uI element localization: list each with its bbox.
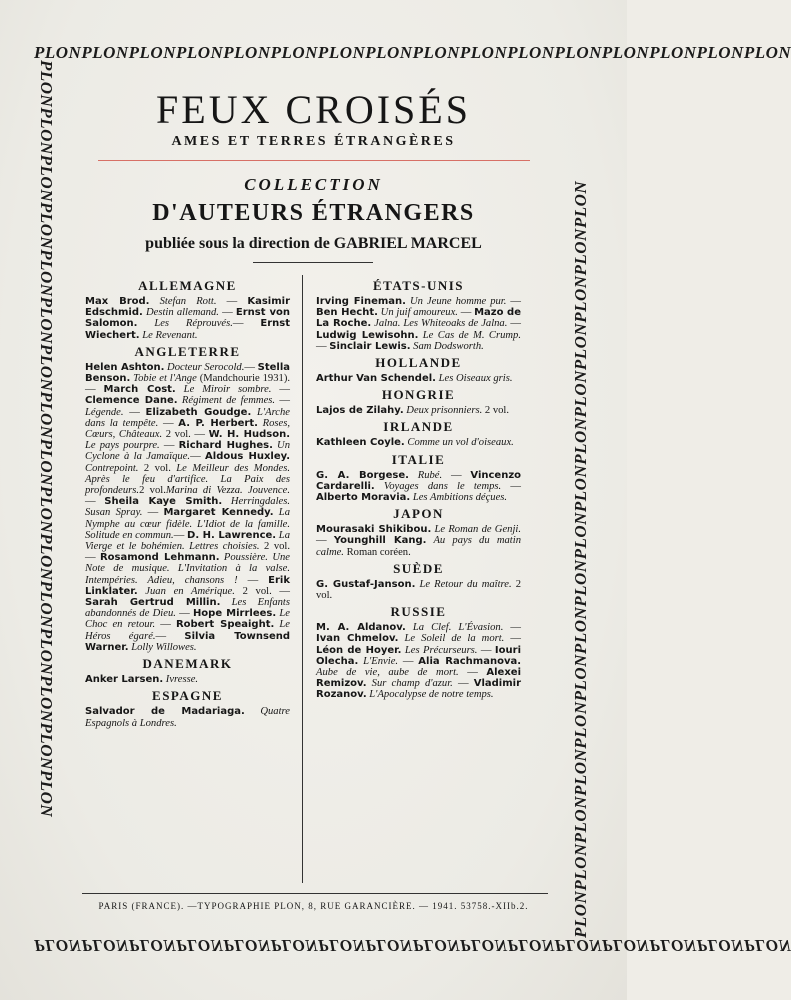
author-name: G. A. Borgese.: [316, 469, 409, 481]
work-title: L'Arche dans la tempête.: [85, 406, 291, 429]
work-title: Poussière. Une Note de musique. L'Invitation à la valse. Intempéries. Adieu, chansons !: [85, 552, 290, 586]
author-name: Anker Larsen.: [85, 674, 164, 686]
separator: —: [123, 406, 146, 418]
work-title: Destin allemand.: [142, 307, 219, 319]
work-title: Le Héros égaré.: [85, 619, 290, 642]
separator: —: [506, 296, 521, 307]
author-name: Stella Benson.: [85, 361, 290, 385]
work-title: Un juif amoureux.: [377, 307, 458, 319]
column-divider: [302, 275, 303, 883]
work-title: Contrepoint.: [85, 462, 139, 474]
author-name: Kasimir Edschmid.: [85, 296, 290, 319]
separator: —: [507, 318, 521, 330]
author-name: Ivan Chmelov.: [316, 633, 399, 645]
catalog-entry: [316, 622, 521, 700]
author-name: Rosamond Lehmann.: [99, 552, 220, 564]
separator: —: [442, 469, 471, 481]
work-title: Deux prisonniers.: [403, 405, 483, 417]
work-title: Lolly Willowes.: [128, 641, 197, 653]
country-heading: ITALIE: [391, 451, 446, 467]
separator: —: [216, 296, 248, 307]
separator: 2 vol.: [482, 405, 510, 417]
printer-imprint: PARIS (FRANCE). —TYPOGRAPHIE PLON, 8, RUE GARANCIÈRE. — 1941. 53758.-XIIb.2.: [98, 901, 529, 911]
work-title: Le Revenant.: [139, 329, 198, 341]
plon-border-left: PLONPLONPLONPLONPLONPLONPLONPLONPLONPLONPLONPLONPLONPLONPLONPLON: [37, 60, 56, 818]
work-title: Un Cyclone à la Jamaïque.: [85, 440, 290, 463]
work-title: Le Miroir sombre.: [175, 384, 272, 396]
author-name: Salvador de Madariaga.: [85, 706, 245, 718]
author-name: Hope Mirrlees.: [192, 608, 277, 620]
author-name: Ernst von Salomon.: [85, 307, 291, 330]
editor-line: publiée sous la direction de GABRIEL MARCEL: [145, 235, 482, 252]
author-name: Margaret Kennedy.: [163, 507, 274, 519]
country-heading: IRLANDE: [383, 419, 454, 435]
country-heading: RUSSIE: [390, 604, 447, 620]
work-title: Les Précurseurs.: [401, 644, 478, 656]
work-title: Les Réprouvés.: [137, 318, 233, 330]
author-name: Richard Hughes.: [178, 440, 273, 452]
author-name: Iouri Olecha.: [316, 644, 521, 667]
separator: —: [155, 619, 176, 631]
separator: —: [275, 395, 291, 407]
separator: —: [316, 535, 334, 547]
work-title: Stefan Rott.: [149, 296, 217, 307]
author-name: Aldous Huxley.: [205, 451, 291, 463]
work-title: Le pays pourpre.: [85, 440, 160, 452]
work-title: La Vierge et le bohémien. Lettres choisies.: [85, 529, 290, 553]
work-title: Le Cas de M. Crump.: [418, 329, 522, 341]
author-name: Lajos de Zilahy.: [316, 405, 404, 417]
catalog-entry: [316, 296, 521, 352]
work-title: Les Oiseaux gris.: [435, 373, 513, 385]
country-heading: ALLEMAGNE: [138, 278, 237, 293]
footer-rule: [82, 893, 548, 894]
plon-border-bottom: PLONPLONPLONPLONPLONPLONPLONPLONPLONPLONPLONPLONPLONPLONPLONPLON: [34, 936, 791, 955]
work-title: Au pays du matin calme.: [316, 535, 521, 558]
work-title: Sam Dodsworth.: [410, 340, 484, 352]
country-heading: SUÈDE: [393, 560, 444, 576]
author-name: Arthur Van Schendel.: [316, 373, 436, 385]
separator: 2 vol.: [139, 485, 166, 497]
series-subtitle: AMES ET TERRES ÉTRANGÈRES: [171, 134, 456, 149]
author-name: W. H. Hudson.: [208, 429, 290, 441]
author-name: Kathleen Coyle.: [316, 437, 405, 449]
author-name: Clemence Dane.: [85, 395, 178, 407]
work-title: Herringdales. Susan Spray.: [85, 496, 290, 519]
work-title: Les Ambitions déçues.: [410, 492, 508, 504]
separator: (Mandchourie 1931). —: [85, 373, 290, 396]
country-heading: ESPAGNE: [152, 688, 223, 704]
series-title: FEUX CROISÉS: [156, 87, 471, 132]
separator: —: [237, 574, 269, 586]
country-heading: JAPON: [393, 506, 444, 522]
catalog-entry: [85, 674, 290, 685]
author-name: Alia Rachmanova.: [418, 655, 522, 667]
collection-label: COLLECTION: [244, 175, 383, 194]
separator: —: [155, 630, 185, 642]
work-title: Juan en Amérique.: [137, 585, 235, 597]
separator: 2 vol. —: [162, 429, 209, 441]
author-name: Alexei Remizov.: [316, 667, 521, 690]
author-name: Ludwig Lewisohn.: [316, 329, 419, 341]
author-name: M. A. Aldanov.: [316, 622, 406, 634]
author-name: Léon de Hoyer.: [316, 644, 402, 656]
work-title: Le Soleil de la mort.: [398, 633, 505, 645]
separator: 2 vol. —: [85, 541, 291, 564]
separator: 2 vol.: [138, 462, 177, 474]
author-name: G. Gustaf-Janson.: [316, 578, 416, 590]
author-name: A. P. Herbert.: [178, 417, 258, 429]
separator: —: [457, 307, 475, 319]
work-title: Régiment de femmes.: [177, 395, 276, 407]
separator: —: [501, 480, 521, 492]
work-title: Aube de vie, aube de mort.: [316, 667, 459, 679]
catalog-entry: [85, 296, 290, 341]
work-title: Voyages dans le temps.: [374, 480, 502, 492]
author-name: Erik Linklater.: [85, 574, 291, 597]
catalog-entry: [316, 437, 521, 448]
catalog-entry: [316, 579, 521, 601]
author-name: Sheila Kaye Smith.: [104, 496, 223, 508]
separator: Roman coréen.: [343, 546, 411, 558]
plon-border-right: PLONPLONPLONPLONPLONPLONPLONPLONPLONPLONPLONPLONPLONPLONPLONPLON: [571, 180, 590, 938]
country-heading: DANEMARK: [142, 656, 233, 672]
separator: —: [158, 417, 179, 429]
author-name: Max Brod.: [85, 296, 150, 307]
separator: 2 vol. —: [234, 585, 290, 597]
header-rule: [253, 262, 373, 263]
author-name: Irving Fineman.: [316, 296, 406, 307]
separator: —: [316, 340, 330, 352]
work-title: La Clef. L'Évasion.: [405, 622, 504, 634]
separator: —: [271, 384, 290, 396]
author-name: Ernst Wiechert.: [85, 318, 290, 341]
author-name: Silvia Townsend Warner.: [85, 630, 291, 653]
catalog-column-left: [85, 275, 290, 729]
author-name: Helen Ashton.: [85, 361, 165, 373]
separator: —: [142, 507, 164, 519]
work-title: La Nymphe au cœur fidèle. L'Idiot de la famille. Solitude en commun.: [85, 507, 290, 541]
work-title: Jalna. Les Whiteoaks de Jalna.: [371, 318, 508, 330]
work-title: Le Meilleur des Mondes. Après le feu d'artifice. La Paix des profondeurs.: [85, 462, 290, 497]
red-divider: [98, 160, 530, 161]
separator: —: [477, 644, 495, 656]
work-title: Sur champ d'azur.: [366, 678, 453, 690]
catalog-entry: [85, 362, 290, 653]
author-name: Robert Speaight.: [175, 619, 275, 631]
collection-name: D'AUTEURS ÉTRANGERS: [152, 200, 475, 226]
work-title: Les Enfants abandonnés de Dieu.: [85, 597, 290, 620]
work-title: Le Retour du maître.: [415, 578, 512, 590]
work-title: Docteur Serocold.: [164, 361, 245, 373]
separator: —: [244, 361, 258, 373]
work-title: L'Envie.: [358, 655, 399, 667]
separator: —: [232, 318, 261, 330]
author-name: Sinclair Lewis.: [329, 340, 411, 352]
separator: —: [398, 655, 419, 667]
separator: —: [218, 307, 236, 319]
country-heading: ÉTATS-UNIS: [372, 278, 465, 293]
catalog-entry: [316, 524, 521, 558]
separator: —: [503, 622, 521, 634]
work-title: Roses, Cœurs, Châteaux.: [85, 417, 290, 441]
work-title: Tobie et l'Ange: [130, 373, 197, 385]
separator: —: [452, 678, 474, 690]
separator: —: [458, 667, 487, 679]
work-title: L'Apocalypse de notre temps.: [366, 689, 494, 701]
catalog-column-right: [316, 275, 521, 701]
work-title: Le Roman de Genji.: [431, 524, 521, 536]
author-name: Vladimir Rozanov.: [316, 678, 522, 701]
author-name: D. H. Lawrence.: [187, 529, 277, 541]
separator: 2 vol.: [316, 578, 522, 602]
work-title: Légende.: [85, 406, 124, 418]
catalog-entry: [85, 706, 290, 728]
catalog-entry: [316, 470, 521, 504]
author-name: Vincenzo Cardarelli.: [316, 469, 522, 492]
author-name: Alberto Moravia.: [316, 492, 411, 504]
work-title: Rubé.: [408, 469, 443, 481]
work-title: Marina di Vezza. Jouvence.: [165, 485, 290, 497]
author-name: Elizabeth Goudge.: [145, 406, 252, 418]
catalog-entry: [316, 405, 521, 416]
author-name: Sarah Gertrud Millin.: [85, 597, 221, 609]
author-name: Mazo de La Roche.: [316, 307, 521, 330]
separator: —: [85, 496, 105, 508]
separator: —: [175, 608, 193, 620]
work-title: Quatre Espagnols à Londres.: [85, 706, 290, 729]
work-title: Un Jeune homme pur.: [405, 296, 507, 307]
author-name: Ben Hecht.: [316, 307, 378, 319]
work-title: Comme un vol d'oiseaux.: [404, 437, 514, 449]
separator: —: [504, 633, 521, 645]
country-heading: HOLLANDE: [375, 355, 462, 371]
separator: —: [173, 529, 188, 541]
author-name: March Cost.: [103, 384, 176, 396]
author-name: Younghill Kang.: [333, 535, 427, 547]
country-heading: HONGRIE: [381, 387, 456, 403]
author-name: Mourasaki Shikibou.: [316, 524, 432, 536]
catalog-entry: [316, 373, 521, 384]
separator: —: [159, 440, 179, 452]
country-heading: ANGLETERRE: [134, 343, 241, 359]
separator: —: [190, 451, 206, 463]
work-title: Ivresse.: [163, 674, 199, 686]
work-title: Le Choc en retour.: [85, 608, 290, 631]
plon-border-top: PLONPLONPLONPLONPLONPLONPLONPLONPLONPLONPLONPLONPLONPLONPLONPLON: [34, 43, 791, 62]
